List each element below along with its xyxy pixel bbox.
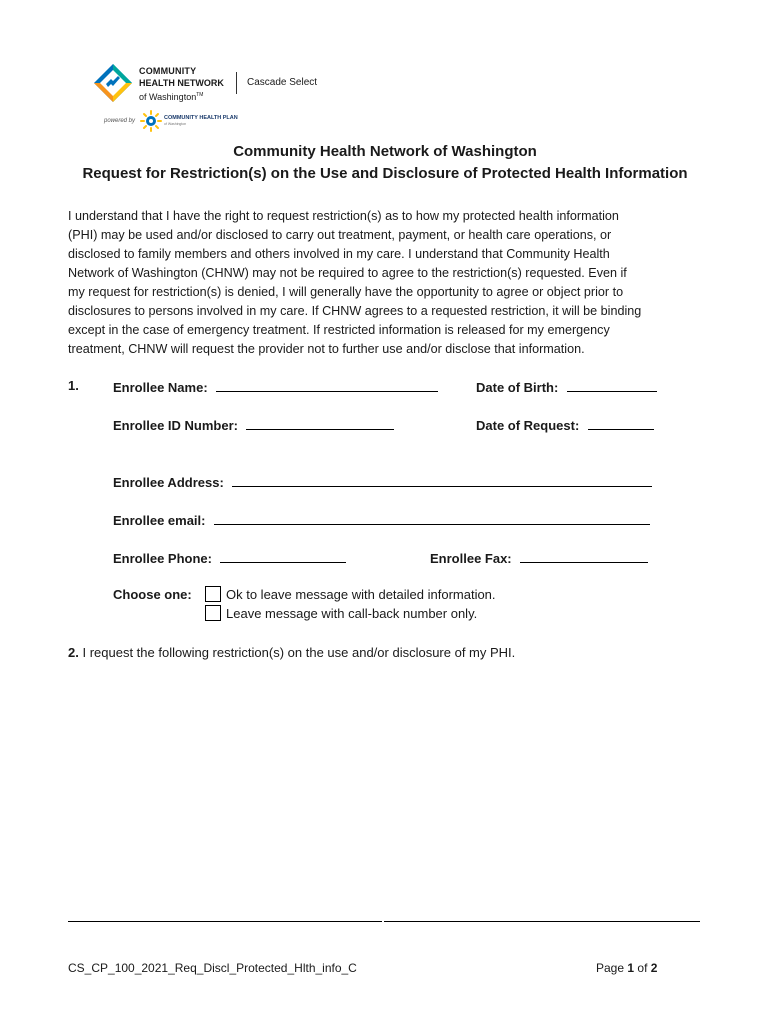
page-subtitle: Request for Restriction(s) on the Use and Disclosure of Protected Health Information (82, 165, 688, 182)
logo-line-of-washington: of Washington™ (139, 92, 204, 102)
address-field[interactable] (232, 473, 652, 487)
intro-line: (PHI) may be used and/or disclosed to carry out treatment, payment, or health care operations, or (68, 228, 612, 242)
footer-rule-left (68, 921, 382, 922)
enrollee-id-field[interactable] (246, 416, 394, 430)
dob-field[interactable] (567, 378, 657, 392)
logo-divider (236, 72, 237, 94)
date-of-request-label: Date of Request: (476, 418, 580, 433)
chp-sun-icon (140, 110, 162, 132)
intro-line: disclosures to persons involved in my care. If CHNW agrees to a requested restriction, it will be binding (68, 304, 642, 318)
section-2-text (68, 645, 515, 660)
logo (92, 62, 332, 142)
dob-label: Date of Birth: (476, 380, 559, 395)
enrollee-name-label: Enrollee Name: (113, 380, 208, 395)
chnw-logo-icon (92, 62, 134, 104)
intro-line: I understand that I have the right to request restriction(s) as to how my protected health information (68, 209, 619, 223)
section-2-statement: I request the following restriction(s) on the use and/or disclosure of my PHI. (82, 645, 516, 660)
fax-row (430, 549, 648, 568)
intro-line: disclosed to family members and others involved in my care. I understand that Community Health (68, 247, 610, 261)
date-of-request-row (476, 416, 654, 435)
chp-logo-subtext: of Washington (164, 122, 187, 126)
chp-logo-text: COMMUNITY HEALTH PLAN (164, 115, 238, 121)
powered-by-text: powered by (104, 118, 136, 124)
address-row (113, 473, 652, 492)
intro-line: treatment, CHNW will request the provider not to further use and/or disclose that information. (68, 342, 585, 356)
logo-line-health-network: HEALTH NETWORK (139, 78, 224, 88)
enrollee-id-label: Enrollee ID Number: (113, 418, 238, 433)
intro-paragraph (68, 207, 708, 359)
dob-row (476, 378, 657, 397)
logo-line-community: COMMUNITY (139, 66, 197, 76)
phone-field[interactable] (220, 549, 346, 563)
email-row (113, 511, 650, 530)
enrollee-name-field[interactable] (216, 378, 438, 392)
option-callback-checkbox[interactable] (205, 605, 221, 621)
option-detailed-label: Ok to leave message with detailed information. (226, 587, 496, 602)
date-of-request-field[interactable] (588, 416, 654, 430)
intro-line: Network of Washington (CHNW) may not be required to agree to the restriction(s) requested. Even if (68, 266, 627, 280)
footer-rule-right (384, 921, 700, 922)
intro-line: except in the case of emergency treatment. If restricted information is released for my emergency (68, 323, 610, 337)
phone-label: Enrollee Phone: (113, 551, 212, 566)
enrollee-id-row (113, 416, 394, 435)
intro-line: my request for restriction(s) is denied, I will generally have the opportunity to agree or object prior to (68, 285, 624, 299)
fax-label: Enrollee Fax: (430, 551, 512, 566)
logo-cascade-select: Cascade Select (247, 77, 318, 88)
option-detailed-checkbox[interactable] (205, 586, 221, 602)
phone-row (113, 549, 346, 568)
section-1-number: 1. (68, 378, 79, 393)
enrollee-name-row (113, 378, 438, 397)
section-2-number: 2. (68, 645, 79, 660)
fax-field[interactable] (520, 549, 648, 563)
document-code: CS_CP_100_2021_Req_Discl_Protected_Hlth_info_C (68, 961, 357, 975)
page-title: Community Health Network of Washington (233, 143, 537, 160)
email-label: Enrollee email: (113, 513, 206, 528)
address-label: Enrollee Address: (113, 475, 224, 490)
choose-one-label: Choose one: (113, 587, 192, 602)
logo-trademark: TM (196, 92, 204, 98)
page-number: Page 1 of 2 (596, 961, 658, 975)
option-callback-label: Leave message with call-back number only. (226, 606, 478, 621)
email-field[interactable] (214, 511, 650, 525)
